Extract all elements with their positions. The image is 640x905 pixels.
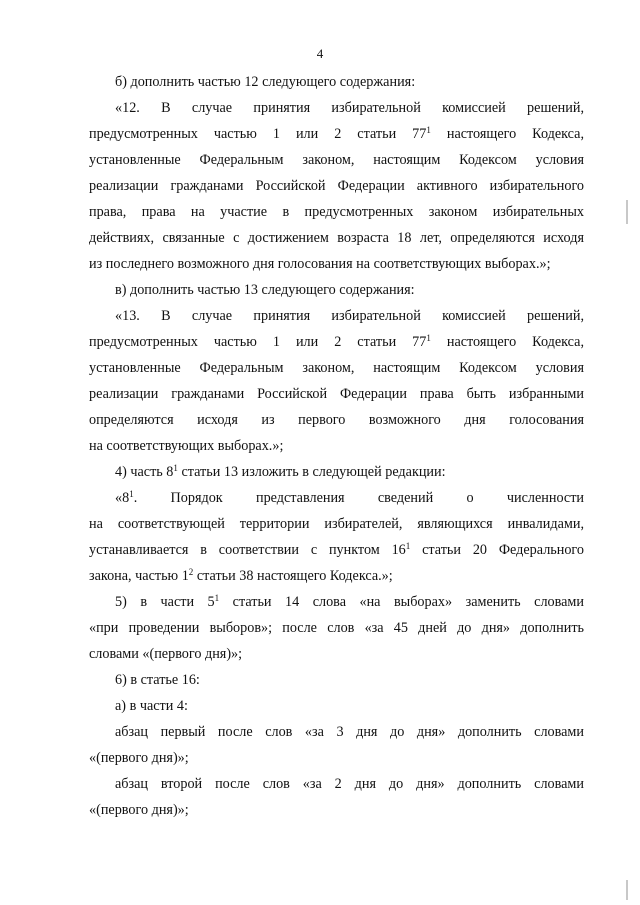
text-line: в) дополнить частью 13 следующего содержания: bbox=[115, 282, 415, 298]
text-line bbox=[115, 463, 446, 481]
superscript: 1 bbox=[426, 125, 431, 135]
text-line: «(первого дня)»; bbox=[89, 750, 189, 766]
text-fragment: настоящего Кодекса, bbox=[430, 334, 584, 350]
scan-edge-mark bbox=[626, 880, 628, 900]
text-line: словами «(первого дня)»; bbox=[89, 646, 243, 662]
text-fragment: предусмотренных частью 1 или 2 статьи 77 bbox=[89, 126, 427, 142]
text-line bbox=[115, 593, 584, 611]
text-fragment: статьи 13 изложить в следующей редакции: bbox=[177, 464, 446, 480]
text-fragment: предусмотренных частью 1 или 2 статьи 77 bbox=[89, 334, 427, 350]
text-line: «при проведении выборов»; после слов «за 45 дней до дня» дополнить bbox=[89, 620, 584, 636]
text-fragment: закона, частью 1 bbox=[89, 568, 189, 584]
text-fragment: . Порядок представления сведений о численности bbox=[133, 490, 584, 506]
text-line: из последнего возможного дня голосования на соответствующих выборах.»; bbox=[89, 256, 551, 272]
text-line: 6) в статье 16: bbox=[115, 672, 200, 688]
text-fragment: устанавливается в соответствии с пунктом 16 bbox=[89, 542, 406, 558]
text-fragment: «8 bbox=[115, 490, 130, 506]
superscript: 2 bbox=[188, 567, 194, 577]
text-line: абзац второй после слов «за 2 дня до дня» дополнить словами bbox=[115, 776, 584, 792]
text-line: реализации гражданами Российской Федерации права быть избранными bbox=[89, 386, 584, 402]
text-line: на соответствующих выборах.»; bbox=[89, 438, 284, 454]
superscript: 1 bbox=[426, 333, 431, 343]
text-line bbox=[89, 567, 393, 585]
text-fragment: статьи 14 слова «на выборах» заменить словами bbox=[219, 594, 584, 610]
text-fragment: статьи 38 настоящего Кодекса.»; bbox=[193, 568, 393, 584]
text-fragment: 4) часть 8 bbox=[115, 464, 174, 480]
text-line: установленные Федеральным законом, настоящим Кодексом условия bbox=[89, 360, 584, 376]
text-line: реализации гражданами Российской Федерации активного избирательного bbox=[89, 178, 584, 194]
text-line: «(первого дня)»; bbox=[89, 802, 189, 818]
text-line: «13. В случае принятия избирательной комиссией решений, bbox=[115, 308, 584, 324]
text-fragment: настоящего Кодекса, bbox=[430, 126, 584, 142]
text-line bbox=[89, 125, 584, 143]
text-fragment: статьи 20 Федерального bbox=[410, 542, 584, 558]
text-line: права, права на участие в предусмотренных законом избирательных bbox=[89, 204, 584, 220]
text-line bbox=[115, 489, 584, 507]
text-line: «12. В случае принятия избирательной комиссией решений, bbox=[115, 100, 584, 116]
superscript: 1 bbox=[129, 489, 134, 499]
superscript: 1 bbox=[214, 593, 220, 603]
text-line: на соответствующей территории избирателей, являющихся инвалидами, bbox=[89, 516, 584, 532]
superscript: 1 bbox=[173, 463, 178, 473]
text-fragment: 5) в части 5 bbox=[115, 594, 215, 610]
text-line bbox=[89, 541, 584, 559]
text-line: определяются исходя из первого возможного дня голосования bbox=[89, 412, 584, 428]
text-line: абзац первый после слов «за 3 дня до дня» дополнить словами bbox=[115, 724, 584, 740]
text-line: б) дополнить частью 12 следующего содержания: bbox=[115, 74, 416, 90]
text-line: а) в части 4: bbox=[115, 698, 188, 714]
text-line: действиях, связанные с достижением возраста 18 лет, определяются исходя bbox=[89, 230, 584, 246]
page-number: 4 bbox=[316, 46, 324, 61]
scan-edge-mark bbox=[626, 200, 628, 224]
text-line: установленные Федеральным законом, настоящим Кодексом условия bbox=[89, 152, 584, 168]
superscript: 1 bbox=[405, 541, 411, 551]
text-line bbox=[89, 333, 584, 351]
